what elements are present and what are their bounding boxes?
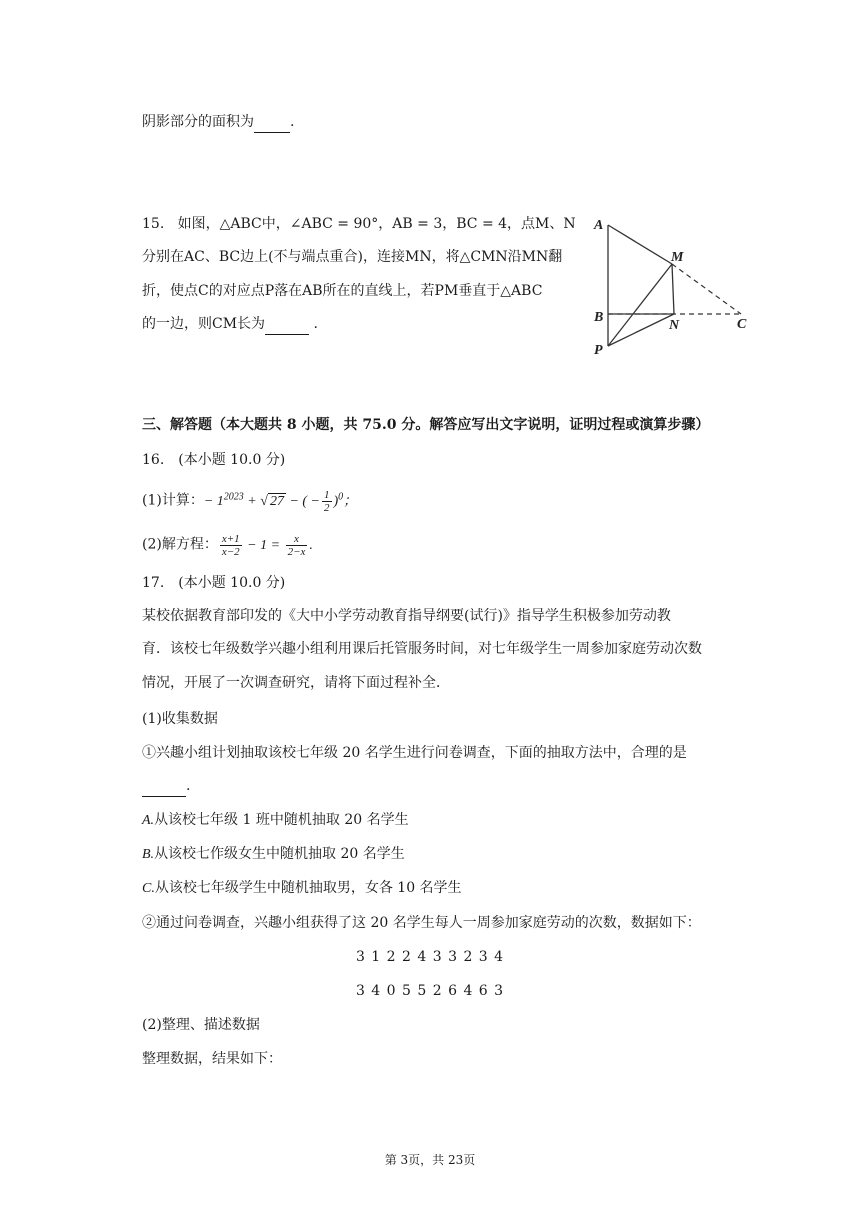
- q17-para-3: 情况，开展了一次调查研究，请将下面过程补全．: [142, 675, 450, 691]
- q17-organize-heading: (2)整理、描述数据: [142, 1017, 260, 1033]
- q15-number: 15.: [142, 216, 165, 232]
- q16-part1-expression: [203, 488, 358, 514]
- q16-part1-label: (1)计算：: [142, 492, 204, 509]
- expr-zero-exponent: 0: [338, 491, 344, 502]
- expr-sqrt-sign: + √: [247, 493, 268, 509]
- option-c-text: 从该校七年级学生中随机抽取男，女各 10 名学生: [154, 880, 462, 896]
- label-b: B: [594, 310, 604, 325]
- continuation-text: 阴影部分的面积为: [142, 114, 254, 130]
- continuation-line: [142, 112, 294, 133]
- section-3-heading: 三、解答题（本大题共 8 小题，共 75.0 分。解答应写出文字说明，证明过程或演算步骤）: [142, 417, 710, 433]
- eq-right-num: x: [286, 533, 308, 546]
- eq-left-num: x+1: [221, 533, 240, 545]
- data-row-1: 3 1 2 2 4 3 3 2 3 4: [355, 949, 505, 965]
- label-m: M: [671, 250, 684, 265]
- eq-right-den: 2−x: [287, 546, 306, 558]
- q15-text-1: 如图，△ABC中，∠ABC = 90°，AB = 3，BC = 4，点M、N: [177, 216, 576, 232]
- eq-end: .: [309, 537, 313, 553]
- q15-line-3: [142, 281, 542, 301]
- q17-header: 17. (本小题 10.0 分): [142, 575, 286, 591]
- expr-fraction-half: [322, 489, 332, 514]
- q17-item-2: ②通过问卷调查，兴趣小组获得了这 20 名学生每人一周参加家庭劳动的次数，数据如下：: [142, 915, 701, 931]
- q17-organize-text: 整理数据，结果如下：: [142, 1051, 282, 1067]
- q15-line-4: [142, 314, 318, 335]
- continuation-tail: .: [290, 114, 295, 130]
- label-c: C: [737, 317, 747, 332]
- q15-line-1: [142, 214, 576, 234]
- answer-blank: [254, 112, 290, 133]
- q17-item-1-blank-line: [142, 776, 190, 797]
- option-c-letter: C.: [142, 881, 155, 896]
- expr-exponent: 2023: [223, 491, 244, 502]
- q17-item-1-tail: .: [186, 778, 191, 794]
- expr-paren-open: − ( −: [289, 493, 320, 509]
- q15-text-4: 的一边，则CM长为: [142, 316, 266, 332]
- q17-para-2: 育．该校七年级数学兴趣小组利用课后托管服务时间，对七年级学生一周参加家庭劳动次数: [142, 641, 702, 657]
- option-b-letter: B.: [142, 847, 155, 862]
- option-a-letter: A.: [142, 813, 155, 828]
- expr-frac-den: 2: [324, 501, 330, 514]
- page-footer: 第 3页，共 23页: [384, 1153, 476, 1167]
- expr-frac-num: 1: [324, 488, 330, 501]
- q16-part2: [142, 533, 313, 558]
- label-a: A: [594, 218, 604, 233]
- q16-part2-equation: [218, 533, 313, 558]
- eq-middle: − 1 =: [247, 537, 281, 553]
- q15-tail: .: [313, 316, 318, 332]
- eq-right-fraction: [286, 533, 308, 558]
- q17-option-b: [142, 844, 405, 865]
- eq-left-den: x−2: [221, 546, 240, 558]
- expr-minus-one: − 1: [203, 493, 224, 509]
- eq-left-fraction: [220, 533, 242, 558]
- q17-answer-blank: [142, 776, 186, 797]
- expr-semicolon: ；: [343, 493, 358, 509]
- q17-para-1: 某校依据教育部印发的《大中小学劳动教育指导纲要(试行)》指导学生积极参加劳动教: [142, 608, 671, 624]
- q15-triangle-figure: [588, 210, 758, 360]
- data-row-2: 3 4 0 5 5 2 6 4 6 3: [355, 983, 505, 999]
- q17-option-c: [142, 878, 462, 899]
- q16-header: 16. (本小题 10.0 分): [142, 452, 286, 468]
- q16-part2-label: (2)解方程：: [142, 536, 218, 553]
- q16-part1: [142, 487, 357, 514]
- q15-line-2: [142, 247, 562, 267]
- q15-answer-blank: [265, 314, 309, 335]
- expr-paren-close: ): [333, 493, 339, 509]
- label-n: N: [669, 318, 680, 333]
- q17-collect-heading: (1)收集数据: [142, 711, 218, 727]
- expr-radicand: 27: [269, 493, 284, 509]
- q15-text-2: 分别在AC、BC边上(不与端点重合)，连接MN，将△CMN沿MN翻: [142, 249, 563, 265]
- option-b-text: 从该校七作级女生中随机抽取 20 名学生: [154, 846, 405, 862]
- q15-text-3: 折，使点C的对应点P落在AB所在的直线上，若PM垂直于△ABC: [142, 283, 543, 299]
- q17-option-a: [142, 810, 409, 831]
- label-p: P: [594, 343, 603, 358]
- q17-item-1: ①兴趣小组计划抽取该校七年级 20 名学生进行问卷调查，下面的抽取方法中，合理的是: [142, 745, 687, 761]
- option-a-text: 从该校七年级 1 班中随机抽取 20 名学生: [154, 812, 409, 828]
